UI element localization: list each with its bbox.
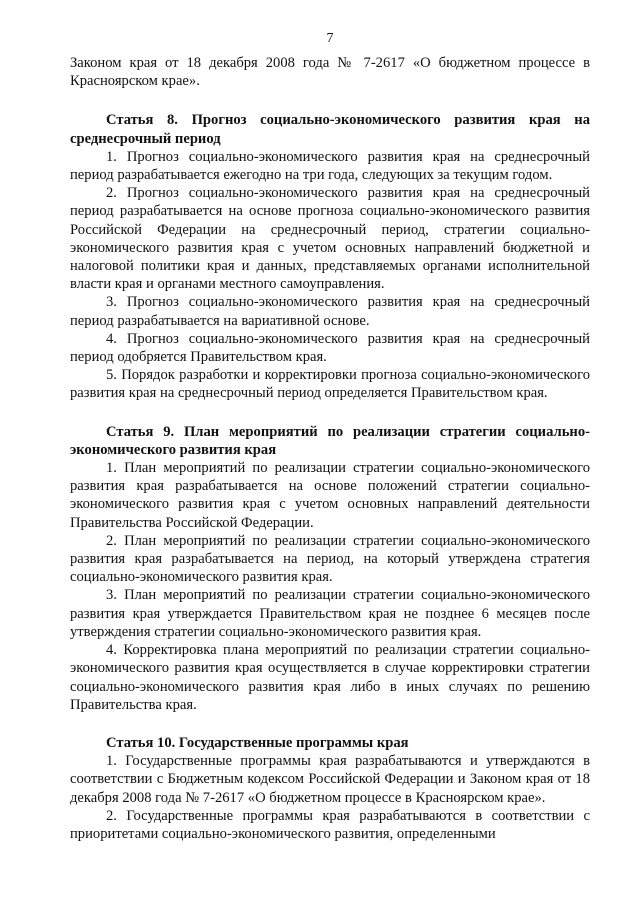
article-heading: Статья 9. План мероприятий по реализации стратегии социально-экономического развития края: [70, 423, 590, 458]
article-heading: Статья 10. Государственные программы края: [106, 734, 409, 751]
article-heading: Статья 8. Прогноз социально-экономического развития края на среднесрочный период: [70, 112, 590, 147]
article-paragraph: 1. Государственные программы края разрабатываются и утверждаются в соответствии с Бюджетным кодексом Российской Федерации и Законом края от 18 декабря 2008 года № 7-2617 «О бюджетном процессе в Красноярском крае».: [70, 753, 590, 806]
article-paragraph: 1. Прогноз социально-экономического развития края на среднесрочный период разрабатывается ежегодно на три года, следующих за текущим годом.: [70, 148, 590, 184]
article-9: [70, 423, 590, 714]
article-paragraph: 4. Корректировка плана мероприятий по реализации стратегии социально-экономического развития края осуществляется в случае корректировки стратегии социально-экономического развития края либо в иных случаях по решению Правительства края.: [70, 642, 590, 713]
page-number: 7: [326, 31, 334, 46]
article-paragraph: 2. Государственные программы края разрабатываются в соответствии с приоритетами социально-экономического развития, определенными: [70, 807, 590, 842]
article-paragraph: 1. План мероприятий по реализации стратегии социально-экономического развития края разрабатывается на основе положений стратегии социально-экономического развития края с учетом основных направлений деятельности Правительства Российской Федерации.: [70, 460, 590, 531]
article-paragraph: 5. Порядок разработки и корректировки прогноза социально-экономического развития края на среднесрочный период определяется Правительством края.: [70, 367, 590, 402]
document-page: [70, 30, 590, 843]
article-10: [70, 734, 590, 843]
intro-text: Законом края от 18 декабря 2008 года № 7-2617 «О бюджетном процессе в Красноярском крае».: [70, 55, 590, 90]
article-paragraph: 2. План мероприятий по реализации стратегии социально-экономического развития края разрабатывается на период, на который утверждена стратегия социально-экономического развития края.: [70, 532, 590, 586]
article-paragraph: 3. Прогноз социально-экономического развития края на среднесрочный период разрабатывается на вариативной основе.: [70, 294, 590, 329]
article-8: [70, 111, 590, 402]
article-paragraph: 3. План мероприятий по реализации стратегии социально-экономического развития края утверждается Правительством края не позднее 6 месяцев после утверждения стратегии социально-экономического развития края.: [70, 587, 590, 640]
article-paragraph: 2. Прогноз социально-экономического развития края на среднесрочный период разрабатывается на основе прогноза социально-экономического развития Российской Федерации на среднесрочный период, стратегии социально-экономического развития края с учетом основных направлений бюджетной и налоговой политики края и данных, представляемых органами исполнительной власти края и органами местного самоуправления.: [70, 185, 590, 293]
article-paragraph: 4. Прогноз социально-экономического развития края на среднесрочный период одобряется Правительством края.: [70, 330, 590, 366]
